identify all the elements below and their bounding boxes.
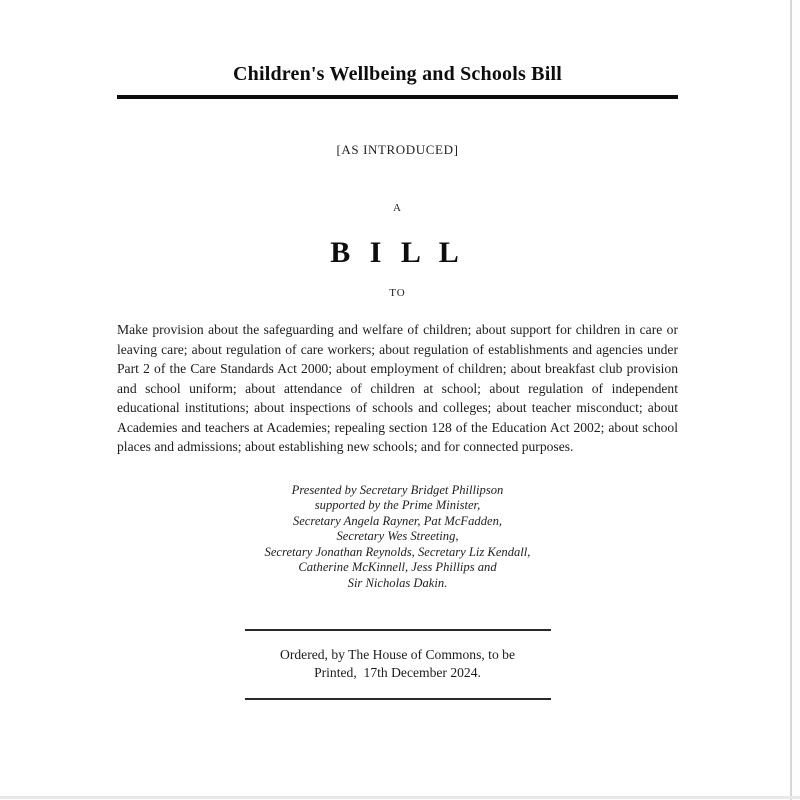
presented-line: supported by the Prime Minister, [314, 498, 481, 512]
page-content [117, 0, 678, 700]
title-rule [117, 95, 678, 99]
ordered-line: Ordered, by The House of Commons, to be [280, 647, 515, 662]
status-line: [AS INTRODUCED] [336, 142, 459, 157]
presented-line: Catherine McKinnell, Jess Phillips and [298, 560, 497, 574]
presented-line: Sir Nicholas Dakin. [347, 575, 448, 590]
article-word: A [393, 202, 402, 214]
ordered-rule-top [245, 629, 551, 631]
presented-line: Secretary Jonathan Reynolds, Secretary Liz Kendall, [264, 544, 531, 559]
presented-block [117, 483, 678, 592]
page-right-edge [790, 0, 792, 800]
long-title-paragraph: Make provision about the safeguarding and welfare of children; about support for children in care or leaving care; about regulation of care workers; about regulation of establishments and agencies under Part 2 of the Care Standards Act 2000; about employment of children; about breakfast club provision and school uniform; about attendance of children at school; about regulation of independent educational institutions; about inspections of schools and colleges; about teacher misconduct; about Academies and teachers at Academies; repealing section 128 of the Education Act 2002; about school places and admissions; about establishing new schools; and for connected purposes. [117, 322, 678, 454]
bill-title: Children's Wellbeing and Schools Bill [233, 63, 562, 85]
presented-line: Presented by Secretary Bridget Phillipson [291, 482, 504, 497]
presented-line: Secretary Angela Rayner, Pat McFadden, [292, 513, 503, 528]
to-label: TO [389, 287, 406, 299]
ordered-block [117, 646, 678, 681]
page-bottom-edge [0, 796, 800, 799]
bill-heading: B I L L [330, 236, 465, 269]
ordered-line: Printed, 17th December 2024. [314, 664, 481, 680]
ordered-rule-bottom [245, 698, 551, 700]
presented-line: Secretary Wes Streeting, [336, 529, 459, 543]
